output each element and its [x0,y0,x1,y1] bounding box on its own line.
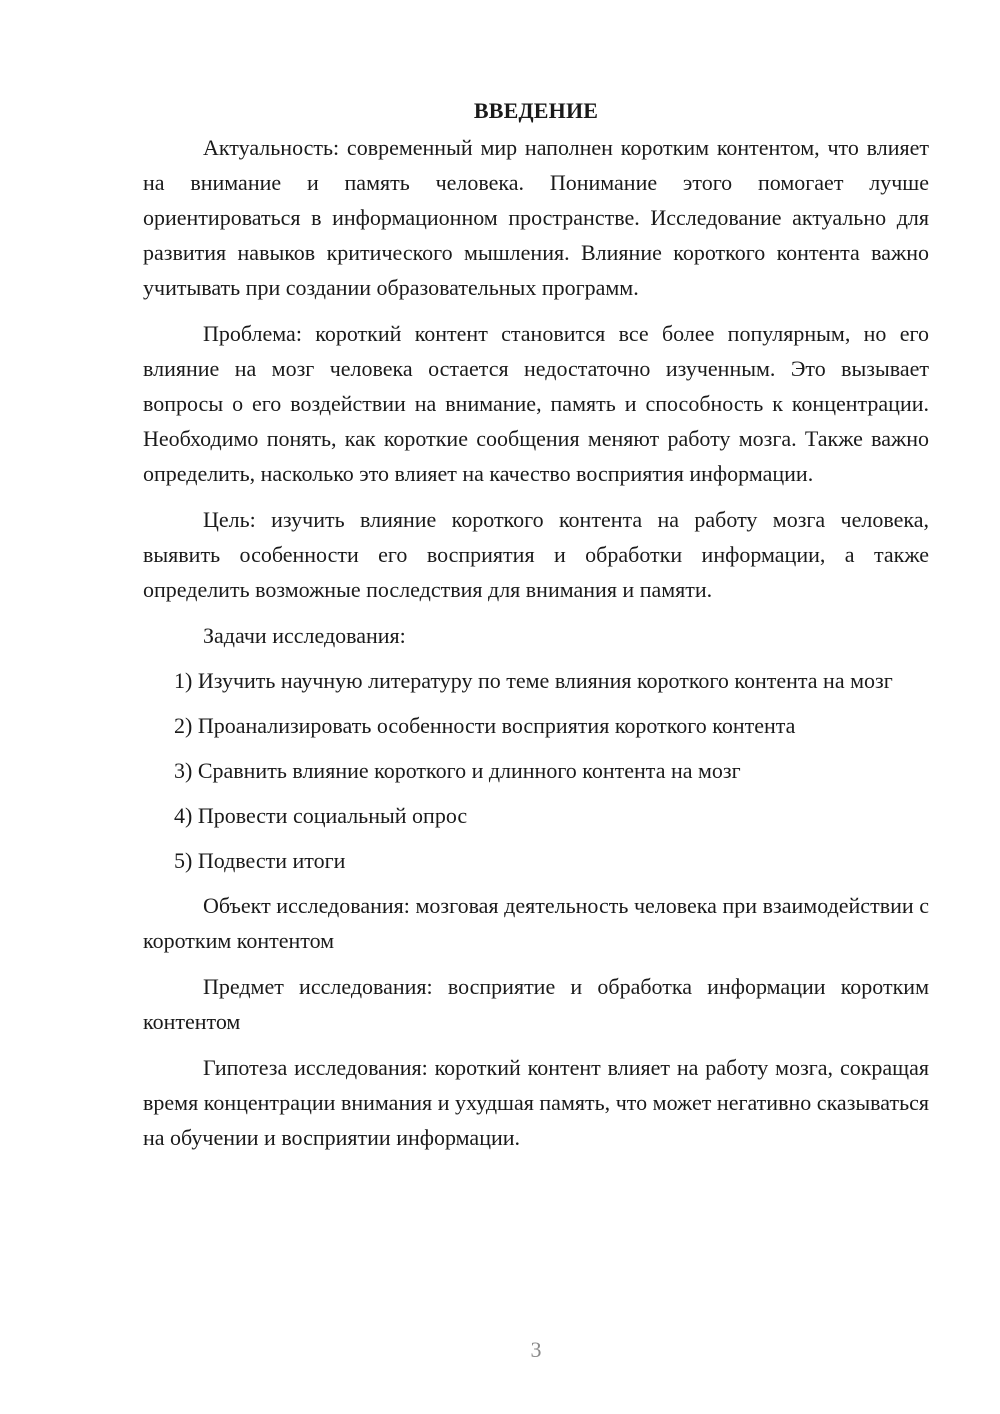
list-item: 2) Проанализировать особенности восприятия короткого контента [174,713,796,738]
tasks-heading: Задачи исследования: [203,623,406,648]
paragraph-object: Объект исследования: мозговая деятельность человека при взаимодействии с коротким контентом [143,893,929,953]
list-item: 1) Изучить научную литературу по теме влияния короткого контента на мозг [174,668,893,693]
page-number: 3 [530,1337,542,1362]
list-item: 3) Сравнить влияние короткого и длинного контента на мозг [174,758,741,783]
page-content [143,93,929,1155]
list-item: 5) Подвести итоги [174,848,346,873]
paragraph-goal: Цель: изучить влияние короткого контента на работу мозга человека, выявить особенности его восприятия и обработки информации, а также определить возможные последствия для внимания и памяти. [143,507,929,602]
paragraph-subject: Предмет исследования: восприятие и обработка информации коротким контентом [143,974,929,1034]
paragraph-relevance: Актуальность: современный мир наполнен коротким контентом, что влияет на внимание и память человека. Понимание этого помогает лучше ориентироваться в информационном пространстве. Исследование актуально для развития навыков критического мышления. Влияние короткого контента важно учитывать при создании образовательных программ. [143,135,929,300]
list-item: 4) Провести социальный опрос [174,803,468,828]
paragraph-problem: Проблема: короткий контент становится все более популярным, но его влияние на мозг человека остается недостаточно изученным. Это вызывает вопросы о его воздействии на внимание, память и способность к концентрации. Необходимо понять, как короткие сообщения меняют работу мозга. Также важно определить, насколько это влияет на качество восприятия информации. [143,321,929,486]
section-heading: ВВЕДЕНИЕ [473,98,599,123]
tasks-list [143,663,929,878]
paragraph-hypothesis: Гипотеза исследования: короткий контент влияет на работу мозга, сокращая время концентрации внимания и ухудшая память, что может негативно сказываться на обучении и восприятии информации. [143,1055,929,1150]
